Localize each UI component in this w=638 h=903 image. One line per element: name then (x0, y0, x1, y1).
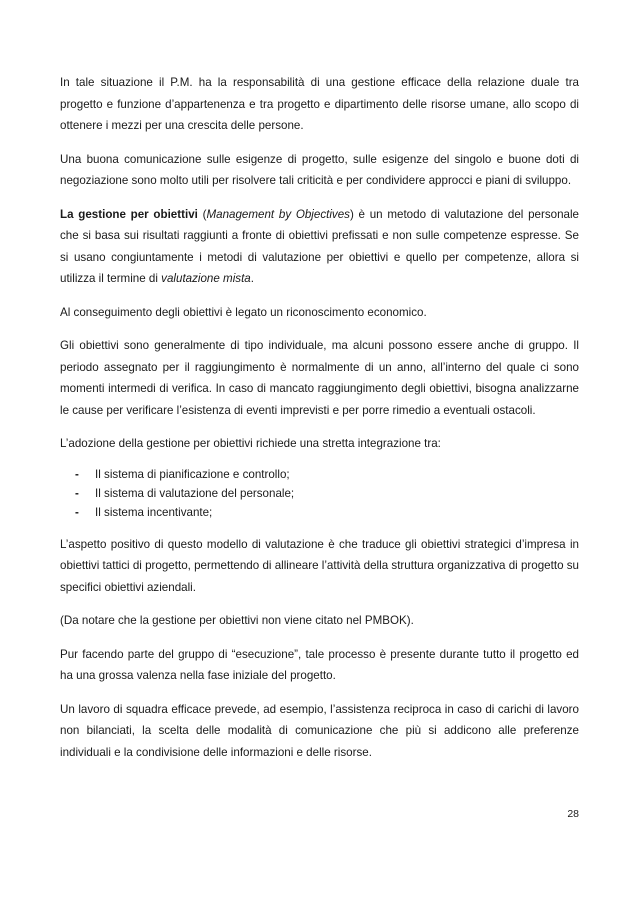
page-body (60, 72, 579, 775)
paragraph-pm-responsibility: In tale situazione il P.M. ha la responsabilità di una gestione efficace della relazione duale tra progetto e funzione d’appartenenza e tra progetto e dipartimento delle risorse umane, allo scopo di ottenere i mezzi per una crescita delle persone. (60, 76, 579, 132)
paragraph-communication: Una buona comunicazione sulle esigenze di progetto, sulle esigenze del singolo e buone doti di negoziazione sono molto utili per risolvere tali criticità e per condividere approcci e piani di sviluppo. (60, 152, 579, 187)
paragraph-objectives-type: Gli obiettivi sono generalmente di tipo individuale, ma alcuni possono essere anche di gruppo. Il periodo assegnato per il raggiungimento è normalmente di un anno, all’interno del quale ci sono momenti intermedi di verifica. In caso di mancato raggiungimento degli obiettivi, bisogna analizzarne le cause per verificare l’esistenza di eventi imprevisti e per porre rimedio a eventuali ostacoli. (60, 339, 579, 417)
mbo-text-1: ( (197, 207, 207, 221)
paragraph-teamwork: Un lavoro di squadra efficace prevede, ad esempio, l’assistenza reciproca in caso di carichi di lavoro non bilanciati, la scelta delle modalità di comunicazione che più si addicono alle preferenze individuali e la condivisione delle informazioni e delle risorse. (60, 702, 579, 759)
mbo-term: La gestione per obiettivi (60, 207, 198, 221)
list-item (60, 503, 579, 522)
mbo-english-term: Management by Objectives (206, 207, 350, 221)
paragraph-economic-reward: Al conseguimento degli obiettivi è legato un riconoscimento economico. (60, 305, 427, 319)
list-item-text: Il sistema di pianificazione e controllo; (95, 467, 290, 481)
list-dash-marker: - (75, 486, 79, 500)
integration-list (60, 465, 579, 522)
mixed-evaluation-term: valutazione mista (161, 272, 251, 285)
paragraph-positive-aspect: L’aspetto positivo di questo modello di valutazione è che traduce gli obiettivi strategici d’impresa in obiettivi tattici di progetto, permettendo di allineare l’attività della struttura organizzativa di progetto su specifici obiettivi aziendali. (60, 537, 579, 594)
list-dash-marker: - (75, 505, 79, 519)
list-item (60, 484, 579, 503)
paragraph-execution-group: Pur facendo parte del gruppo di “esecuzione”, tale processo è presente durante tutto il progetto ed ha una grossa valenza nella fase iniziale del progetto. (60, 647, 579, 682)
list-item-text: Il sistema di valutazione del personale; (95, 486, 295, 500)
mbo-text-3: . (250, 272, 254, 285)
list-dash-marker: - (75, 467, 79, 481)
mbo-text-2: ) è un metodo di valutazione del personale che si basa sui risultati raggiunti a fronte di obiettivi prefissati e non sulle competenze espresse. Se si usano congiuntamente i metodi di valutazione per obiettivi e quello per competenze, allora si utilizza il termine di (60, 207, 579, 285)
paragraph-integration-intro: L’adozione della gestione per obiettivi richiede una stretta integrazione tra: (60, 437, 441, 450)
list-item-text: Il sistema incentivante; (95, 505, 213, 519)
page-number: 28 (567, 808, 579, 820)
paragraph-mbo-definition (60, 204, 579, 290)
paragraph-pmbok-note: (Da notare che la gestione per obiettivi non viene citato nel PMBOK). (60, 614, 414, 627)
list-item (60, 465, 579, 484)
